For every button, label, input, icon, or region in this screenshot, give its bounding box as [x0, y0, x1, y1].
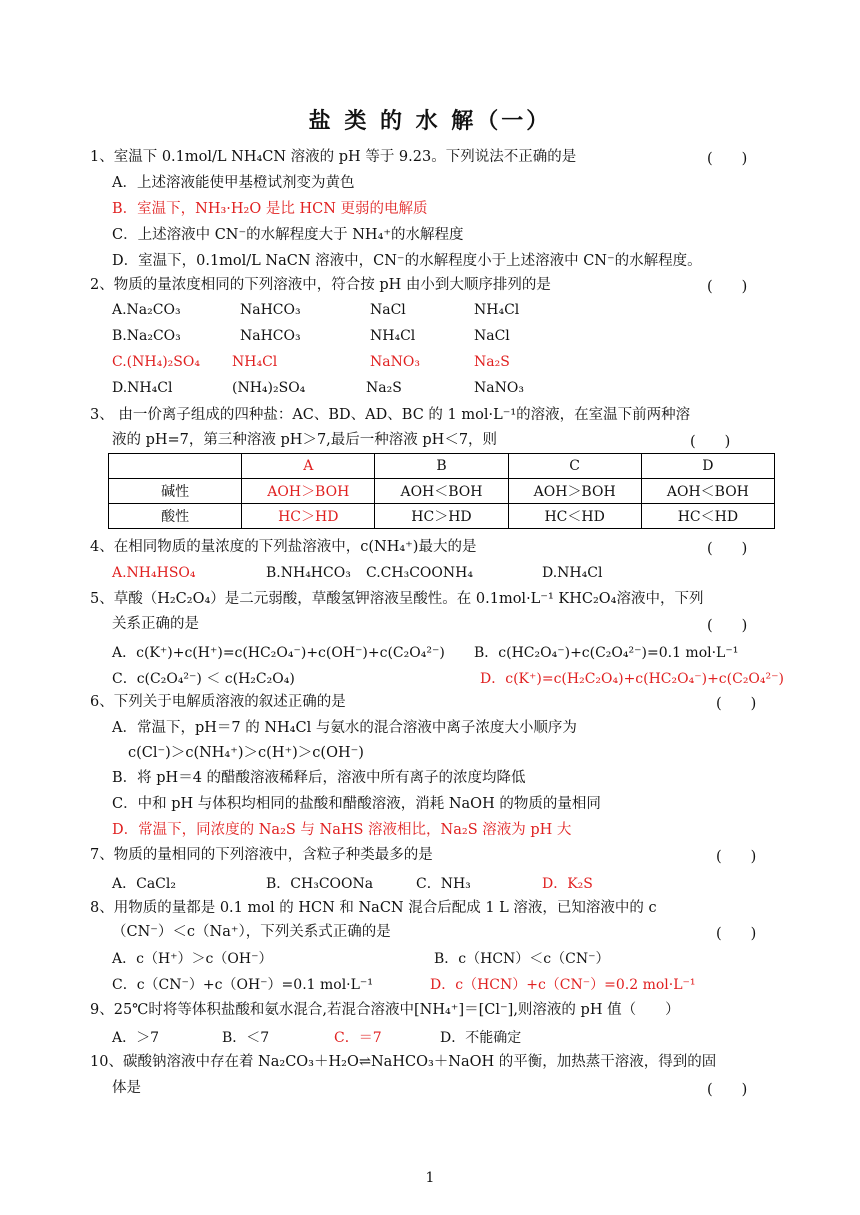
q6-option-a-line-2: c(Cl⁻)＞c(NH₄⁺)＞c(H⁺)＞c(OH⁻) — [128, 745, 364, 761]
q2-c-item-3: NaNO₃ — [370, 354, 420, 370]
q7-option-a: A．CaCl₂ — [112, 876, 176, 892]
q2-d-item-3: Na₂S — [366, 380, 402, 396]
q2-a-item-2: NaHCO₃ — [240, 302, 301, 318]
table-cell: AOH＜BOH — [641, 479, 774, 504]
q4-option-d: D.NH₄Cl — [542, 565, 603, 581]
q10-answer-paren: ( ) — [707, 1082, 748, 1098]
q6-answer-paren: ( ) — [716, 696, 757, 712]
q2-c-item-4: Na₂S — [474, 354, 510, 370]
q10-stem-line-1: 10、碳酸钠溶液中存在着 Na₂CO₃＋H₂O⇌NaHCO₃＋NaOH 的平衡，加热蒸干溶液，得到的固 — [90, 1054, 717, 1070]
table-cell: HC＞HD — [242, 504, 375, 529]
q1-option-b: B．室温下，NH₃·H₂O 是比 HCN 更弱的电解质 — [112, 201, 428, 217]
table-cell: AOH＞BOH — [508, 479, 641, 504]
table-row — [109, 479, 775, 504]
q2-a-item-1: A.Na₂CO₃ — [112, 302, 181, 318]
page-title: 盐 类 的 水 解（一） — [308, 109, 552, 134]
q7-option-b: B．CH₃COONa — [266, 876, 374, 892]
q2-b-item-4: NaCl — [474, 328, 510, 344]
q5-answer-paren: ( ) — [707, 618, 748, 634]
q7-answer-paren: ( ) — [716, 849, 757, 865]
q2-b-item-2: NaHCO₃ — [240, 328, 301, 344]
table-cell: 酸性 — [109, 504, 242, 529]
q1-answer-paren: ( ) — [707, 151, 748, 167]
q9-option-d: D．不能确定 — [440, 1030, 522, 1046]
q1-option-a: A．上述溶液能使甲基橙试剂变为黄色 — [112, 175, 355, 191]
q2-c-item-2: NH₄Cl — [232, 354, 278, 370]
q8-option-c: C．c（CN⁻）+c（OH⁻）=0.1 mol·L⁻¹ — [112, 977, 373, 993]
q9-option-a: A．＞7 — [112, 1030, 160, 1046]
q4-option-a: A.NH₄HSO₄ — [112, 565, 196, 581]
q5-option-d: D．c(K⁺)=c(H₂C₂O₄)+c(HC₂O₄⁻)+c(C₂O₄²⁻) — [480, 671, 784, 687]
q8-stem-line-1: 8、用物质的量都是 0.1 mol 的 HCN 和 NaCN 混合后配成 1 L 溶液，已知溶液中的 c — [90, 900, 657, 916]
q8-option-a: A．c（H⁺）＞c（OH⁻） — [112, 951, 273, 967]
q6-option-a-line-1: A．常温下，pH＝7 的 NH₄Cl 与氨水的混合溶液中离子浓度大小顺序为 — [112, 720, 577, 736]
q1-stem: 1、室温下 0.1mol/L NH₄CN 溶液的 pH 等于 9.23。下列说法不正确的是 — [90, 149, 577, 165]
q2-a-item-3: NaCl — [370, 302, 406, 318]
page-number: 1 — [425, 1170, 435, 1186]
q6-stem: 6、下列关于电解质溶液的叙述正确的是 — [90, 694, 346, 710]
q3-stem-line-1: 3、 由一价离子组成的四种盐：AC、BD、AD、BC 的 1 mol·L⁻¹的溶液，在室温下前两种溶 — [90, 407, 691, 423]
q10-stem-line-2: 体是 — [112, 1080, 141, 1096]
table-cell: HC＜HD — [508, 504, 641, 529]
q2-c-item-1: C.(NH₄)₂SO₄ — [112, 354, 200, 370]
q5-option-b: B．c(HC₂O₄⁻)+c(C₂O₄²⁻)=0.1 mol·L⁻¹ — [474, 645, 739, 661]
q4-answer-paren: ( ) — [707, 541, 748, 557]
q5-option-c: C．c(C₂O₄²⁻) ＜ c(H₂C₂O₄) — [112, 671, 295, 687]
q5-option-a: A．c(K⁺)+c(H⁺)=c(HC₂O₄⁻)+c(OH⁻)+c(C₂O₄²⁻) — [112, 645, 445, 661]
table-cell: HC＞HD — [375, 504, 508, 529]
q2-d-item-1: D.NH₄Cl — [112, 380, 173, 396]
table-header-cell: D — [641, 454, 774, 479]
q9-option-b: B．＜7 — [222, 1030, 270, 1046]
q4-option-b: B.NH₄HCO₃ — [266, 565, 351, 581]
q2-b-item-1: B.Na₂CO₃ — [112, 328, 181, 344]
q2-a-item-4: NH₄Cl — [474, 302, 520, 318]
q2-answer-paren: ( ) — [707, 279, 748, 295]
table-cell: AOH＜BOH — [375, 479, 508, 504]
q2-d-item-2: (NH₄)₂SO₄ — [232, 380, 306, 396]
q1-option-c: C．上述溶液中 CN⁻的水解程度大于 NH₄⁺的水解程度 — [112, 227, 464, 243]
q2-stem: 2、物质的量浓度相同的下列溶液中，符合按 pH 由小到大顺序排列的是 — [90, 277, 551, 293]
table-row — [109, 504, 775, 529]
q2-b-item-3: NH₄Cl — [370, 328, 416, 344]
q7-option-c: C．NH₃ — [416, 876, 471, 892]
q6-option-c: C．中和 pH 与体积均相同的盐酸和醋酸溶液，消耗 NaOH 的物质的量相同 — [112, 796, 601, 812]
table-cell: AOH＞BOH — [242, 479, 375, 504]
table-header-cell: C — [508, 454, 641, 479]
q8-option-d: D．c（HCN）+c（CN⁻）=0.2 mol·L⁻¹ — [430, 977, 696, 993]
q8-option-b: B．c（HCN）＜c（CN⁻） — [434, 951, 610, 967]
table-cell: HC＜HD — [641, 504, 774, 529]
q8-stem-line-2: （CN⁻）＜c（Na⁺），下列关系式正确的是 — [112, 924, 391, 940]
table-header-cell: A — [242, 454, 375, 479]
q5-stem-line-2: 关系正确的是 — [112, 616, 199, 632]
q9-stem: 9、25℃时将等体积盐酸和氨水混合,若混合溶液中[NH₄⁺]＝[Cl⁻],则溶液的 pH 值（ ） — [90, 1002, 680, 1018]
q3-stem-line-2: 液的 pH=7，第三种溶液 pH＞7,最后一种溶液 pH＜7，则 — [112, 432, 498, 448]
q4-stem: 4、在相同物质的量浓度的下列盐溶液中，c(NH₄⁺)最大的是 — [90, 539, 477, 555]
q3-options-table — [108, 453, 775, 529]
q2-d-item-4: NaNO₃ — [474, 380, 524, 396]
q3-answer-paren: ( ) — [690, 434, 731, 450]
table-header-cell — [109, 454, 242, 479]
q7-stem: 7、物质的量相同的下列溶液中，含粒子种类最多的是 — [90, 847, 433, 863]
q6-option-b: B．将 pH＝4 的醋酸溶液稀释后，溶液中所有离子的浓度均降低 — [112, 770, 526, 786]
table-header-row — [109, 454, 775, 479]
q6-option-d: D．常温下，同浓度的 Na₂S 与 NaHS 溶液相比，Na₂S 溶液为 pH 大 — [112, 822, 572, 838]
q8-answer-paren: ( ) — [716, 926, 757, 942]
q1-option-d: D．室温下，0.1mol/L NaCN 溶液中，CN⁻的水解程度小于上述溶液中 CN⁻的水解程度。 — [112, 253, 702, 269]
table-cell: 碱性 — [109, 479, 242, 504]
table-header-cell: B — [375, 454, 508, 479]
q9-option-c: C．＝7 — [334, 1030, 382, 1046]
q7-option-d: D．K₂S — [542, 876, 593, 892]
q4-option-c: C.CH₃COONH₄ — [366, 565, 473, 581]
q5-stem-line-1: 5、草酸（H₂C₂O₄）是二元弱酸，草酸氢钾溶液呈酸性。在 0.1mol·L⁻¹ KHC₂O₄溶液中，下列 — [90, 591, 704, 607]
